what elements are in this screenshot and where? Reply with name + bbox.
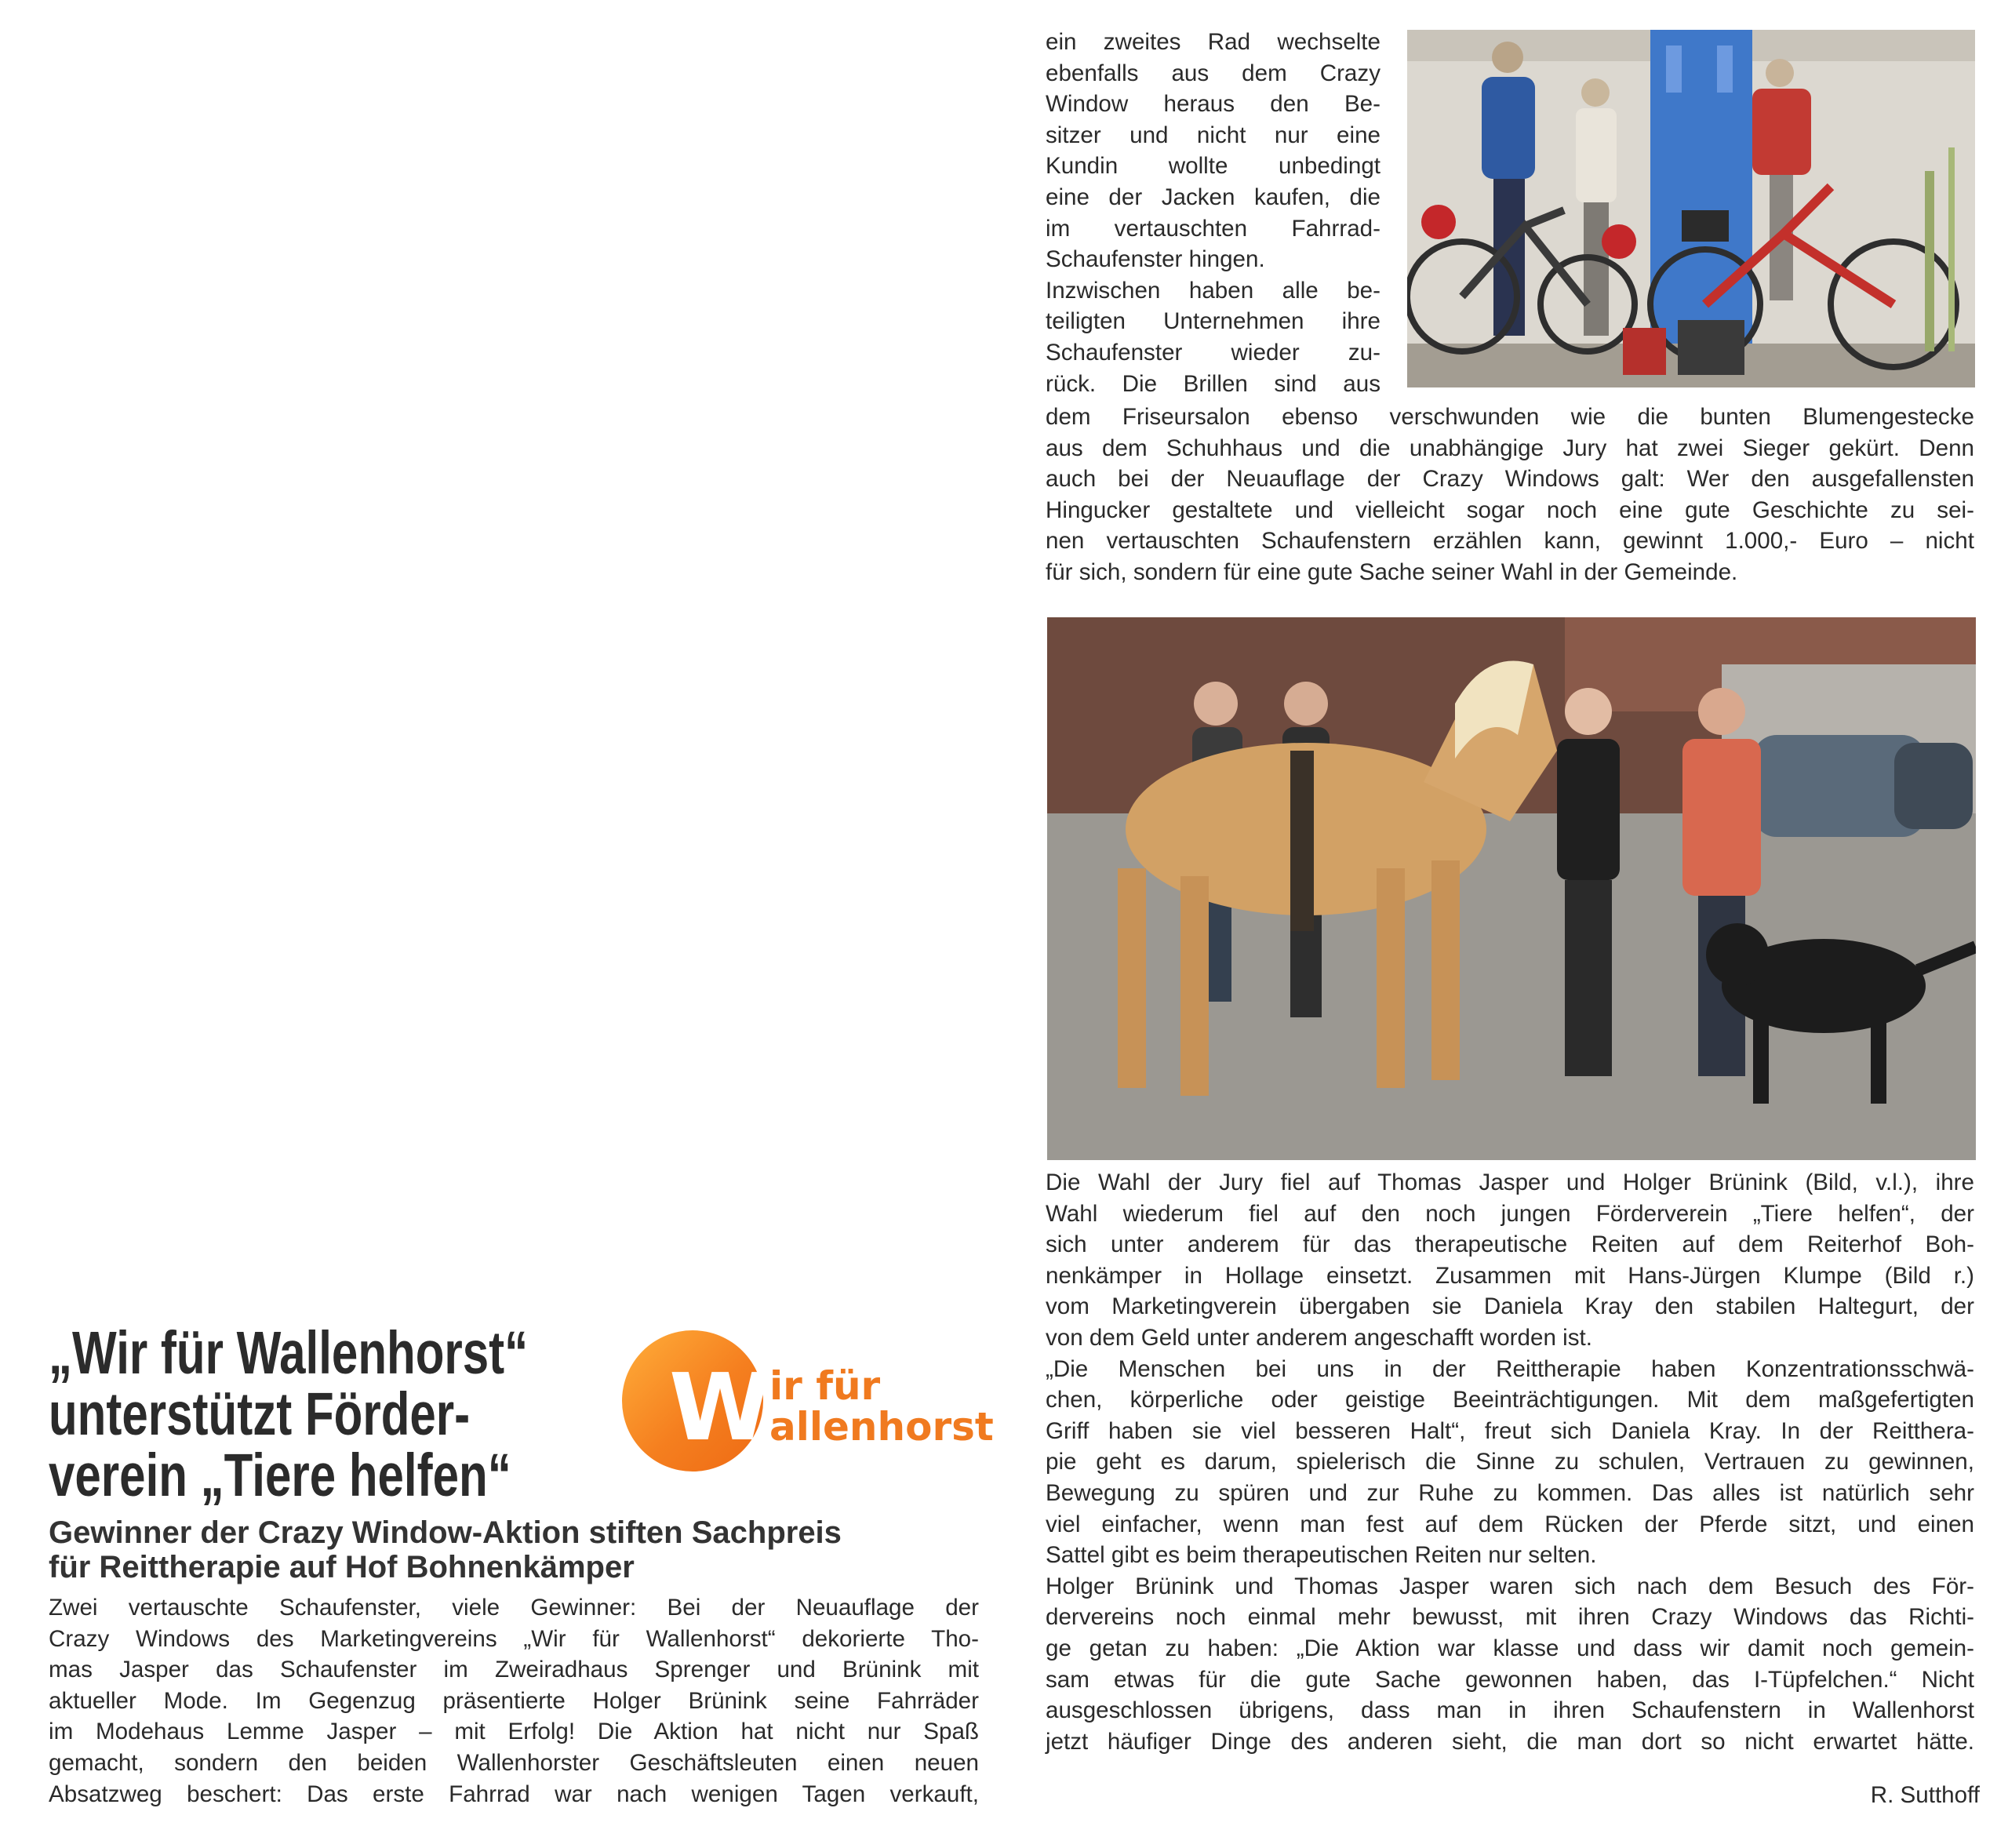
text-line: für sich, sondern für eine gute Sache seiner Wahl in der Gemeinde.: [1046, 558, 1738, 585]
paragraph-intro: [49, 1592, 979, 1810]
text-line: dem Friseursalon ebenso verschwunden wie die bunten Blumengestecke: [1046, 404, 1974, 430]
headline-line: verein „Tiere helfen“: [49, 1442, 511, 1509]
text-line: sich unter anderem für das therapeutische Reiten auf dem Reiterhof Boh-: [1046, 1231, 1974, 1258]
pony-photo-illustration: [1047, 617, 1976, 1160]
text-line: Bewegung zu spüren und zur Ruhe zu kommen. Das alles ist natürlich sehr: [1046, 1479, 1974, 1506]
subheadline-line: für Reittherapie auf Hof Bohnenkämper: [49, 1550, 635, 1584]
text-line: nenkämper in Hollage einsetzt. Zusammen mit Hans-Jürgen Klumpe (Bild r.): [1046, 1262, 1974, 1289]
headline-line: „Wir für Wallenhorst“: [49, 1319, 529, 1387]
author-credit: R. Sutthoff: [1870, 1782, 1980, 1808]
text-line: aktueller Mode. Im Gegenzug präsentierte Holger Brünink seine Fahrräder: [49, 1687, 979, 1714]
paragraph-right-bottom: [1046, 1167, 1974, 1757]
shop-window-photo: [1407, 30, 1975, 387]
text-line: im Modehaus Lemme Jasper – mit Erfolg! Die Aktion hat nicht nur Spaß: [49, 1719, 979, 1745]
text-line: ge getan zu haben: „Die Aktion war klasse und dass wir damit noch gemein-: [1046, 1635, 1974, 1661]
text-line: Schaufenster wieder zu-: [1046, 339, 1380, 366]
text-line: ebenfalls aus dem Crazy: [1046, 60, 1380, 86]
subheadline-line: Gewinner der Crazy Window-Aktion stiften Sachpreis: [49, 1515, 842, 1550]
text-line: Schaufenster hingen.: [1046, 246, 1265, 273]
text-line: im vertauschten Fahrrad-: [1046, 215, 1380, 242]
text-line: Crazy Windows des Marketingvereins „Wir für Wallenhorst“ dekorierte Tho-: [49, 1625, 979, 1652]
text-line: chen, körperliche oder geistige Beeinträchtigungen. Mit dem maßgefertigten: [1046, 1387, 1974, 1413]
text-column-right-top: [1046, 27, 1380, 399]
text-line: Griff haben sie viel besseren Halt“, freut sich Daniela Kray. In der Reitthera-: [1046, 1417, 1974, 1444]
text-line: jetzt häufiger Dinge des anderen sieht, die man dort so nicht erwartet hätte.: [1046, 1728, 1974, 1755]
text-line: dervereins noch einmal mehr bewusst, mit ihren Crazy Windows das Richti-: [1046, 1604, 1974, 1631]
text-line: Holger Brünink und Thomas Jasper waren sich nach dem Besuch des För-: [1046, 1573, 1974, 1599]
text-line: aus dem Schuhhaus und die unabhängige Jury hat zwei Sieger gekürt. Denn: [1046, 435, 1974, 461]
text-line: viel einfacher, wenn man fest auf dem Rücken der Pferde sitzt, und einen: [1046, 1511, 1974, 1537]
text-line: Hingucker gestaltete und vielleicht sogar noch eine gute Geschichte zu sei-: [1046, 497, 1974, 523]
text-line: vom Marketingverein übergaben sie Daniela Kray den stabilen Haltegurt, der: [1046, 1293, 1974, 1320]
text-line: gemacht, sondern den beiden Wallenhorster Geschäftsleuten einen neuen: [49, 1749, 979, 1776]
text-line: pie geht es darum, spielerisch die Sinne zu schulen, Vertrauen zu gewinnen,: [1046, 1449, 1974, 1475]
shop-window-illustration: [1407, 30, 1975, 387]
text-line: nen vertauschten Schaufenstern erzählen kann, gewinnt 1.000,- Euro – nicht: [1046, 528, 1974, 555]
text-line: Sattel gibt es beim therapeutischen Reiten nur selten.: [1046, 1542, 1597, 1569]
paragraph-right-top: [1046, 27, 1380, 399]
logo-text-line2: allenhorst: [769, 1404, 994, 1450]
text-line: von dem Geld unter anderem angeschafft worden ist.: [1046, 1324, 1592, 1351]
logo-text-line1: ir für: [769, 1363, 881, 1409]
article-subheadline: [49, 1515, 842, 1584]
text-line: sam etwas für die gute Sache gewonnen haben, das I-Tüpfelchen.“ Nicht: [1046, 1666, 1974, 1693]
wir-fuer-wallenhorst-logo: [622, 1328, 994, 1474]
text-line: Window heraus den Be-: [1046, 91, 1380, 118]
logo-letter: W: [669, 1353, 772, 1461]
text-column-left: [49, 1592, 979, 1810]
headline-line: unterstützt Förder-: [49, 1381, 471, 1448]
text-line: Wahl wiederum fiel auf den noch jungen Förderverein „Tiere helfen“, der: [1046, 1200, 1974, 1227]
text-column-right-mid: [1046, 402, 1974, 588]
text-line: Kundin wollte unbedingt: [1046, 153, 1380, 180]
text-line: Die Wahl der Jury fiel auf Thomas Jasper und Holger Brünink (Bild, v.l.), ihre: [1046, 1170, 1974, 1195]
text-line: Zwei vertauschte Schaufenster, viele Gewinner: Bei der Neuauflage der: [49, 1595, 979, 1621]
text-line: ausgeschlossen übrigens, dass man in ihren Schaufenstern in Wallenhorst: [1046, 1697, 1974, 1724]
text-line: mas Jasper das Schaufenster im Zweiradhaus Sprenger und Brünink mit: [49, 1657, 979, 1683]
text-line: rück. Die Brillen sind aus: [1046, 370, 1380, 397]
pony-group-photo: [1047, 617, 1976, 1160]
text-column-right-bottom: [1046, 1167, 1974, 1757]
text-line: sitzer und nicht nur eine: [1046, 122, 1380, 148]
paragraph-right-mid: [1046, 402, 1974, 588]
text-line: auch bei der Neuauflage der Crazy Windows galt: Wer den ausgefallensten: [1046, 466, 1974, 493]
text-line: Inzwischen haben alle be-: [1046, 277, 1380, 304]
text-line: eine der Jacken kaufen, die: [1046, 184, 1380, 210]
text-line: ein zweites Rad wechselte: [1046, 29, 1380, 55]
article-headline: [49, 1319, 664, 1509]
text-line: Absatzweg beschert: Das erste Fahrrad war nach wenigen Tagen verkauft,: [49, 1781, 979, 1807]
text-line: „Die Menschen bei uns in der Reittherapie haben Konzentrationsschwä-: [1046, 1355, 1974, 1382]
text-line: teiligten Unternehmen ihre: [1046, 308, 1380, 335]
